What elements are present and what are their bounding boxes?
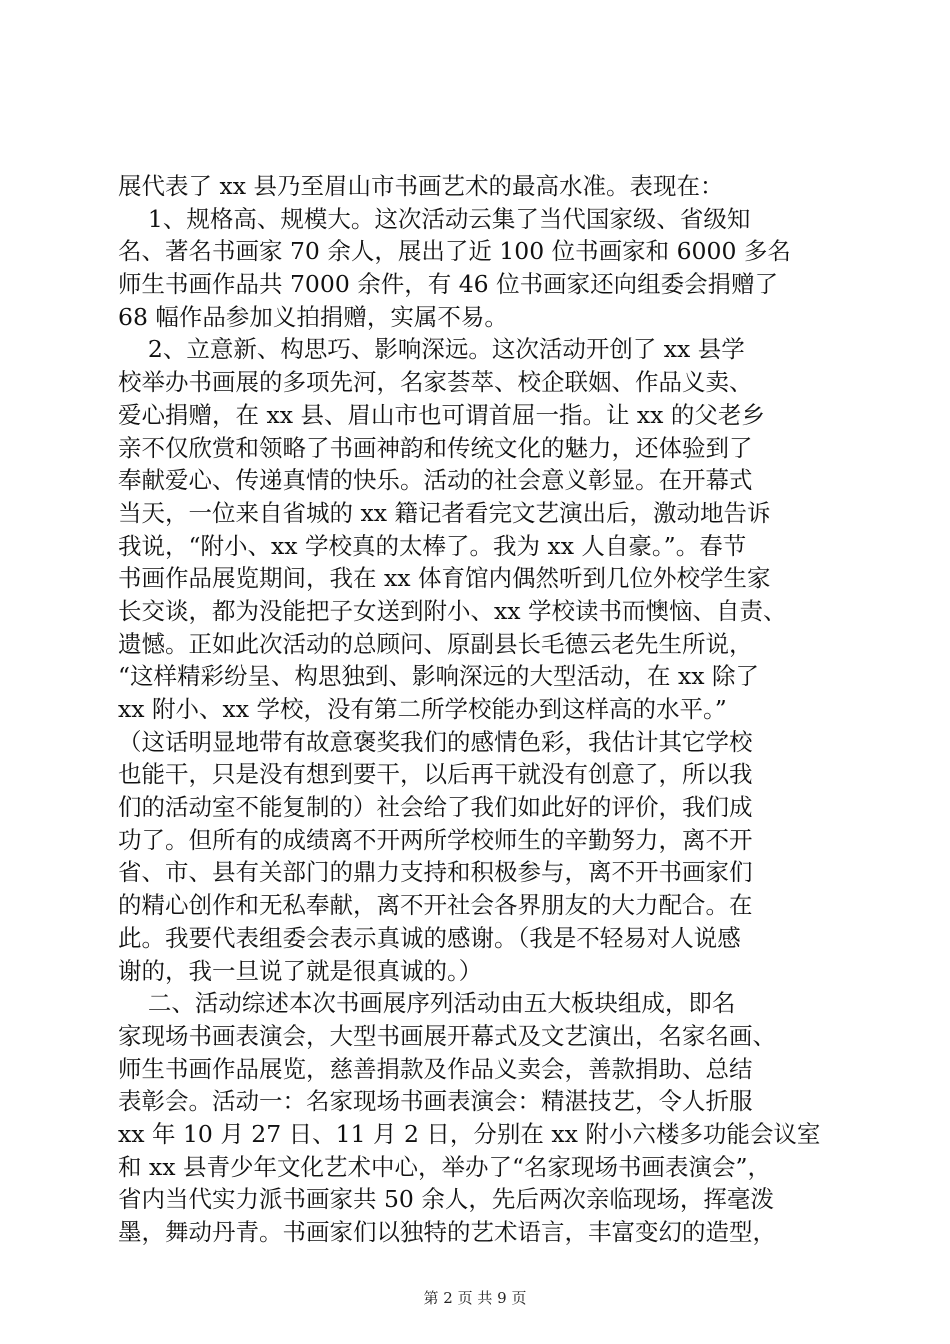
page-footer (0, 1287, 950, 1308)
page-number: 第 2 页 共 9 页 (423, 1289, 527, 1307)
text-line: 的精心创作和无私奉献，离不开社会各界朋友的大力配合。在 (118, 891, 753, 920)
text-line: 省内当代实力派书画家共 50 余人，先后两次亲临现场，挥毫泼 (118, 1185, 774, 1214)
text-line: 名、著名书画家 70 余人，展出了近 100 位书画家和 6000 多名 (118, 237, 791, 266)
text-line: 书画作品展览期间，我在 xx 体育馆内偶然听到几位外校学生家 (118, 564, 771, 593)
text-line: 师生书画作品展览，慈善捐款及作品义卖会，善款捐助、总结 (118, 1054, 753, 1083)
text-line: 长交谈，都为没能把子女送到附小、xx 学校读书而懊恼、自责、 (118, 596, 787, 625)
text-line: xx 年 10 月 27 日、11 月 2 日，分别在 xx 附小六楼多功能会议室 (118, 1119, 821, 1148)
text-line: 也能干，只是没有想到要干，以后再干就没有创意了，所以我 (118, 760, 753, 789)
text-line: 师生书画作品共 7000 余件，有 46 位书画家还向组委会捐赠了 (118, 270, 779, 299)
text-line: 功了。但所有的成绩离不开两所学校师生的辛勤努力，离不开 (118, 825, 753, 854)
text-line: 校举办书画展的多项先河，名家荟萃、校企联姻、作品义卖、 (118, 368, 753, 397)
text-line: 墨，舞动丹青。书画家们以独特的艺术语言，丰富变幻的造型， (118, 1218, 776, 1246)
text-line: 遗憾。正如此次活动的总顾问、原副县长毛德云老先生所说， (118, 629, 753, 658)
text-line: 当天，一位来自省城的 xx 籍记者看完文艺演出后，激动地告诉 (118, 498, 771, 527)
text-line: “这样精彩纷呈、构思独到、影响深远的大型活动，在 xx 除了 (118, 662, 759, 691)
text-line: 谢的，我一旦说了就是很真诚的。） (118, 956, 483, 985)
text-line: 68 幅作品参加义拍捐赠，实属不易。 (118, 302, 508, 331)
text-line: 二、活动综述本次书画展序列活动由五大板块组成，即名 (118, 989, 736, 1018)
text-line: 亲不仅欣赏和领略了书画神韵和传统文化的魅力，还体验到了 (118, 433, 753, 462)
text-line: 此。我要代表组委会表示真诚的感谢。（我是不轻易对人说感 (118, 923, 741, 952)
text-line: 和 xx 县青少年文化艺术中心，举办了“名家现场书画表演会”， (118, 1152, 771, 1181)
text-line: 们的活动室不能复制的）社会给了我们如此好的评价，我们成 (118, 793, 753, 822)
text-line: 表彰会。活动一：名家现场书画表演会：精湛技艺，令人折服 (118, 1087, 753, 1116)
text-line: 爱心捐赠，在 xx 县、眉山市也可谓首屈一指。让 xx 的父老乡 (118, 400, 765, 429)
text-line: 奉献爱心、传递真情的快乐。活动的社会意义彰显。在开幕式 (118, 466, 753, 495)
document-body (118, 170, 833, 1249)
text-line: （这话明显地带有故意褒奖我们的感情色彩，我估计其它学校 (118, 727, 753, 756)
text-line: 展代表了 xx 县乃至眉山市书画艺术的最高水准。表现在： (118, 172, 724, 200)
text-line: 家现场书画表演会，大型书画展开幕式及文艺演出，名家名画、 (118, 1021, 776, 1050)
text-line: 省、市、县有关部门的鼎力支持和积极参与，离不开书画家们 (118, 858, 753, 887)
text-line: 我说，“附小、xx 学校真的太棒了。我为 xx 人自豪。”。春节 (118, 531, 747, 560)
text-line: 1、规格高、规模大。这次活动云集了当代国家级、省级知 (118, 204, 751, 233)
text-line: xx 附小、xx 学校，没有第二所学校能办到这样高的水平。” (118, 695, 727, 723)
text-line: 2、立意新、构思巧、影响深远。这次活动开创了 xx 县学 (118, 335, 745, 364)
